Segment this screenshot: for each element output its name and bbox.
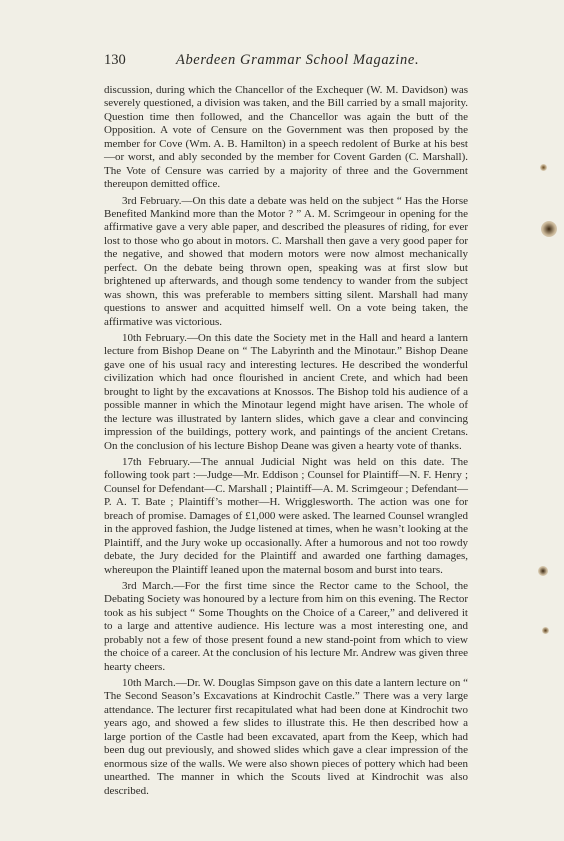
paragraph-continuation: discussion, during which the Chancellor of the Exchequer (W. M. Davidson) was severely questioned, a division was taken, and the Bill carried by a small majority. Question time then followed, and the Chancellor was again the butt of the Opposition. A vote of Censure on the Government was then proposed by the member for Cove (Wm. A. B. Hamilton) in a speech redolent of Burke at his best—or worst, and ably seconded by the member for Covent Garden (C. Marshall). The Vote of Censure was carried by a majority of three and the Government thereupon demitted office. (104, 84, 468, 191)
page-number: 130 (104, 52, 126, 68)
foxing-spot (542, 627, 549, 634)
foxing-spot (540, 164, 547, 171)
running-header (104, 50, 466, 70)
paragraph-10th-march: 10th March.—Dr. W. Douglas Simpson gave on this date a lantern lecture on “ The Second Season’s Excavations at Kindrochit Castle.” There was a very large attendance. The lecturer first recapitulated what had been done at Kindrochit two years ago, and showed a few slides to illustrate this. He then described how a large portion of the Castle had been excavated, apart from the Keep, which had been dug out previously, and showed slides which gave a clear impression of the enormous size of the walls. We were also shown pieces of pottery which had been unearthed. The manner in which the Scouts lived at Kindrochit was also described. (104, 676, 468, 797)
foxing-spot (538, 566, 548, 576)
paragraph-3rd-march: 3rd March.—For the first time since the Rector came to the School, the Debating Society was honoured by a lecture from him on this evening. The Rector took as his subject “ Some Thoughts on the Choice of a Career,” and delivered it to a large and attentive audience. His lecture was a most interesting one, and probably not a few of those present found a new stand-point from which to view the choice of a career. At the conclusion of his lecture Mr. Andrew was given three hearty cheers. (104, 579, 468, 673)
running-title: Aberdeen Grammar School Magazine. (176, 52, 420, 68)
paragraph-17th-february: 17th February.—The annual Judicial Night was held on this date. The following took part :—Judge—Mr. Eddison ; Counsel for Plaintiff—N. F. Henry ; Counsel for Defendant—C. Marshall ; Plaintiff—A. M. Scrimgeour ; Defendant—P. A. T. Bate ; Plaintiff’s mother—H. Wrigglesworth. The action was one for breach of promise. Damages of £1,000 were asked. The learned Counsel wrangled in the approved fashion, the Judge listened at times, when he wasn’t looking at the Plaintiff, and the Jury woke up occasionally. After a humorous and not too rowdy debate, the Jury decided for the Plaintiff and awarded one farthing damages, whereupon the Plaintiff leaned upon the maternal bosom and burst into tears. (104, 455, 468, 576)
body-text (104, 84, 468, 801)
foxing-spot (541, 221, 557, 237)
paragraph-3rd-february: 3rd February.—On this date a debate was held on the subject “ Has the Horse Benefited Mankind more than the Motor ? ” A. M. Scrimgeour in opening for the affirmative gave a very able paper, and described the pleasures of riding, for ever lost to those who go about in motors. C. Marshall then gave a very good paper for the negative, and showed that modern motors were now almost mechanically perfect. On the debate being thrown open, speaking was at first slow but brightened up afterwards, and though some tendency to wander from the subject was shown, this was preferable to members sitting silent. Marshall had many questions to answer and acquitted himself well. On a vote being taken, the affirmative was victorious. (104, 194, 468, 328)
paragraph-10th-february: 10th February.—On this date the Society met in the Hall and heard a lantern lecture from Bishop Deane on “ The Labyrinth and the Minotaur.” Bishop Deane gave one of his usual racy and interesting lectures. He described the wonderful civilization which had once flourished in ancient Crete, and which had been brought to light by the excavations at Knossos. The Bishop told his audience of a possible manner in which the Minotaur legend might have arisen. The whole of the lecture was illustrated by lantern slides, which gave a clear and convincing impression of the buildings, pottery work, and paintings of the ancient Cretans. On the conclusion of his lecture Bishop Deane was given a hearty vote of thanks. (104, 331, 468, 452)
